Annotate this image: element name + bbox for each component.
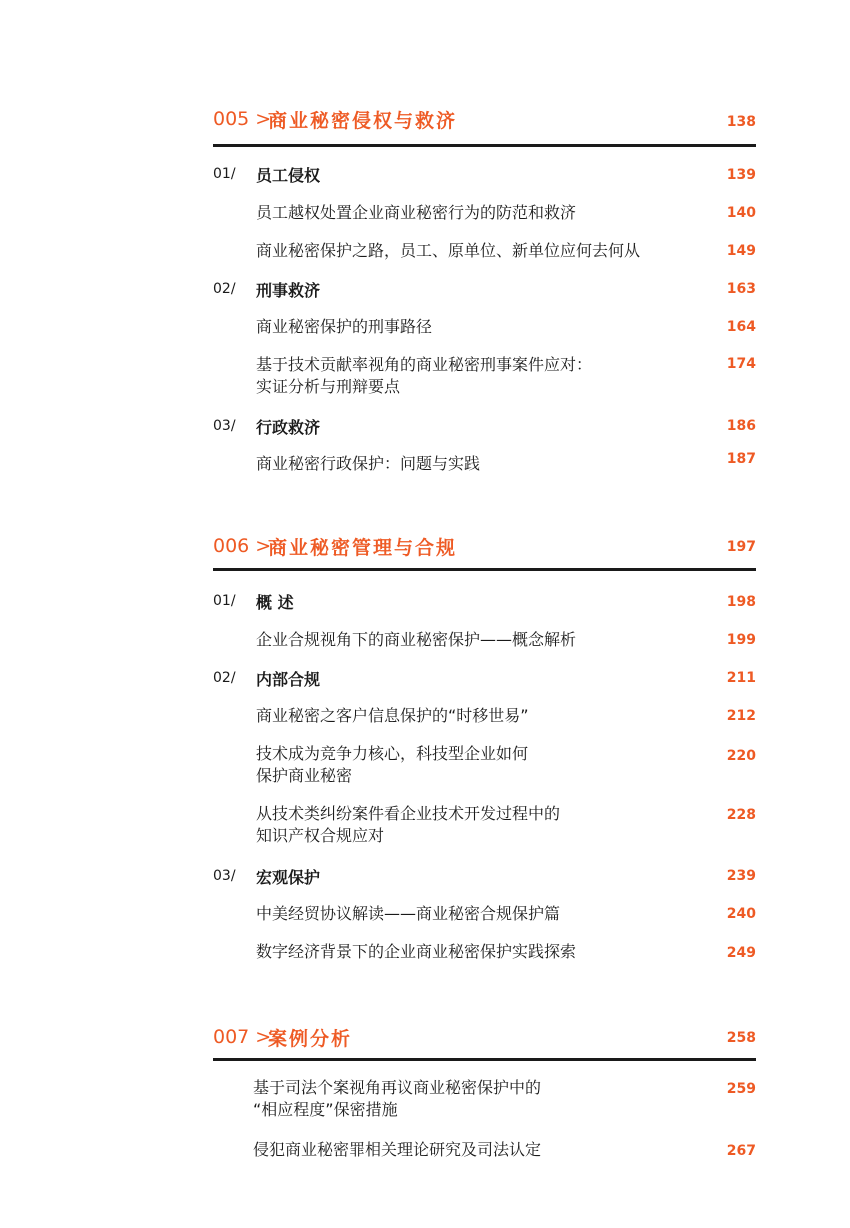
article-title[interactable]: 数字经济背景下的企业商业秘密保护实践探索 — [256, 942, 577, 961]
chapter-title[interactable]: 宏观保护 — [256, 868, 321, 887]
chapter-title[interactable]: 行政救济 — [256, 418, 321, 437]
chapter-page: 163 — [726, 281, 756, 297]
chapter-page: 139 — [726, 167, 756, 183]
chapter-title[interactable]: 刑事救济 — [256, 281, 321, 300]
section-page: 197 — [726, 539, 756, 555]
chapter-title[interactable]: 内部合规 — [256, 670, 321, 689]
article-page: 212 — [726, 708, 756, 724]
section-divider — [213, 1058, 756, 1061]
chapter-page: 198 — [726, 594, 756, 610]
article-page: 187 — [726, 451, 756, 467]
section-title[interactable]: 案例分析 — [268, 1028, 353, 1050]
section-number: 006 > — [213, 535, 272, 557]
article-page: 174 — [726, 356, 756, 372]
section-page: 138 — [726, 114, 756, 130]
article-title[interactable]: 员工越权处置企业商业秘密行为的防范和救济 — [256, 203, 577, 222]
article-page: 149 — [726, 243, 756, 259]
article-page: 140 — [726, 205, 756, 221]
article-page: 199 — [726, 632, 756, 648]
chapter-number: 02/ — [213, 670, 236, 686]
article-title[interactable]: 从技术类纠纷案件看企业技术开发过程中的 知识产权合规应对 — [256, 804, 561, 845]
article-title[interactable]: 基于司法个案视角再议商业秘密保护中的 “相应程度”保密措施 — [253, 1078, 542, 1119]
article-page: 249 — [726, 945, 756, 961]
chapter-title[interactable]: 员工侵权 — [256, 166, 321, 185]
article-page: 220 — [726, 748, 756, 764]
chapter-number: 01/ — [213, 166, 236, 182]
article-title[interactable]: 中美经贸协议解读——商业秘密合规保护篇 — [256, 904, 561, 923]
article-title[interactable]: 商业秘密保护之路，员工、原单位、新单位应何去何从 — [256, 241, 641, 260]
article-title[interactable]: 基于技术贡献率视角的商业秘密刑事案件应对： 实证分析与刑辩要点 — [256, 355, 593, 396]
article-title[interactable]: 商业秘密保护的刑事路径 — [256, 317, 433, 336]
chapter-number: 03/ — [213, 868, 236, 884]
section-number: 007 > — [213, 1026, 272, 1048]
chapter-page: 211 — [726, 670, 756, 686]
section-title[interactable]: 商业秘密管理与合规 — [268, 537, 458, 559]
chapter-title[interactable]: 概 述 — [256, 593, 294, 612]
article-title[interactable]: 企业合规视角下的商业秘密保护——概念解析 — [256, 630, 577, 649]
chapter-page: 239 — [726, 868, 756, 884]
article-page: 240 — [726, 906, 756, 922]
article-title[interactable]: 商业秘密行政保护：问题与实践 — [256, 454, 481, 473]
article-page: 259 — [726, 1081, 756, 1097]
chapter-number: 01/ — [213, 593, 236, 609]
chapter-page: 186 — [726, 418, 756, 434]
article-page: 267 — [726, 1143, 756, 1159]
article-title[interactable]: 侵犯商业秘密罪相关理论研究及司法认定 — [253, 1140, 542, 1159]
chapter-number: 03/ — [213, 418, 236, 434]
article-page: 164 — [726, 319, 756, 335]
section-divider — [213, 144, 756, 147]
article-title[interactable]: 技术成为竞争力核心，科技型企业如何 保护商业秘密 — [256, 744, 529, 785]
section-divider — [213, 568, 756, 571]
chapter-number: 02/ — [213, 281, 236, 297]
article-title[interactable]: 商业秘密之客户信息保护的“时移世易” — [256, 706, 529, 725]
section-page: 258 — [726, 1030, 756, 1046]
section-title[interactable]: 商业秘密侵权与救济 — [268, 110, 458, 132]
section-number: 005 > — [213, 108, 272, 130]
article-page: 228 — [726, 807, 756, 823]
